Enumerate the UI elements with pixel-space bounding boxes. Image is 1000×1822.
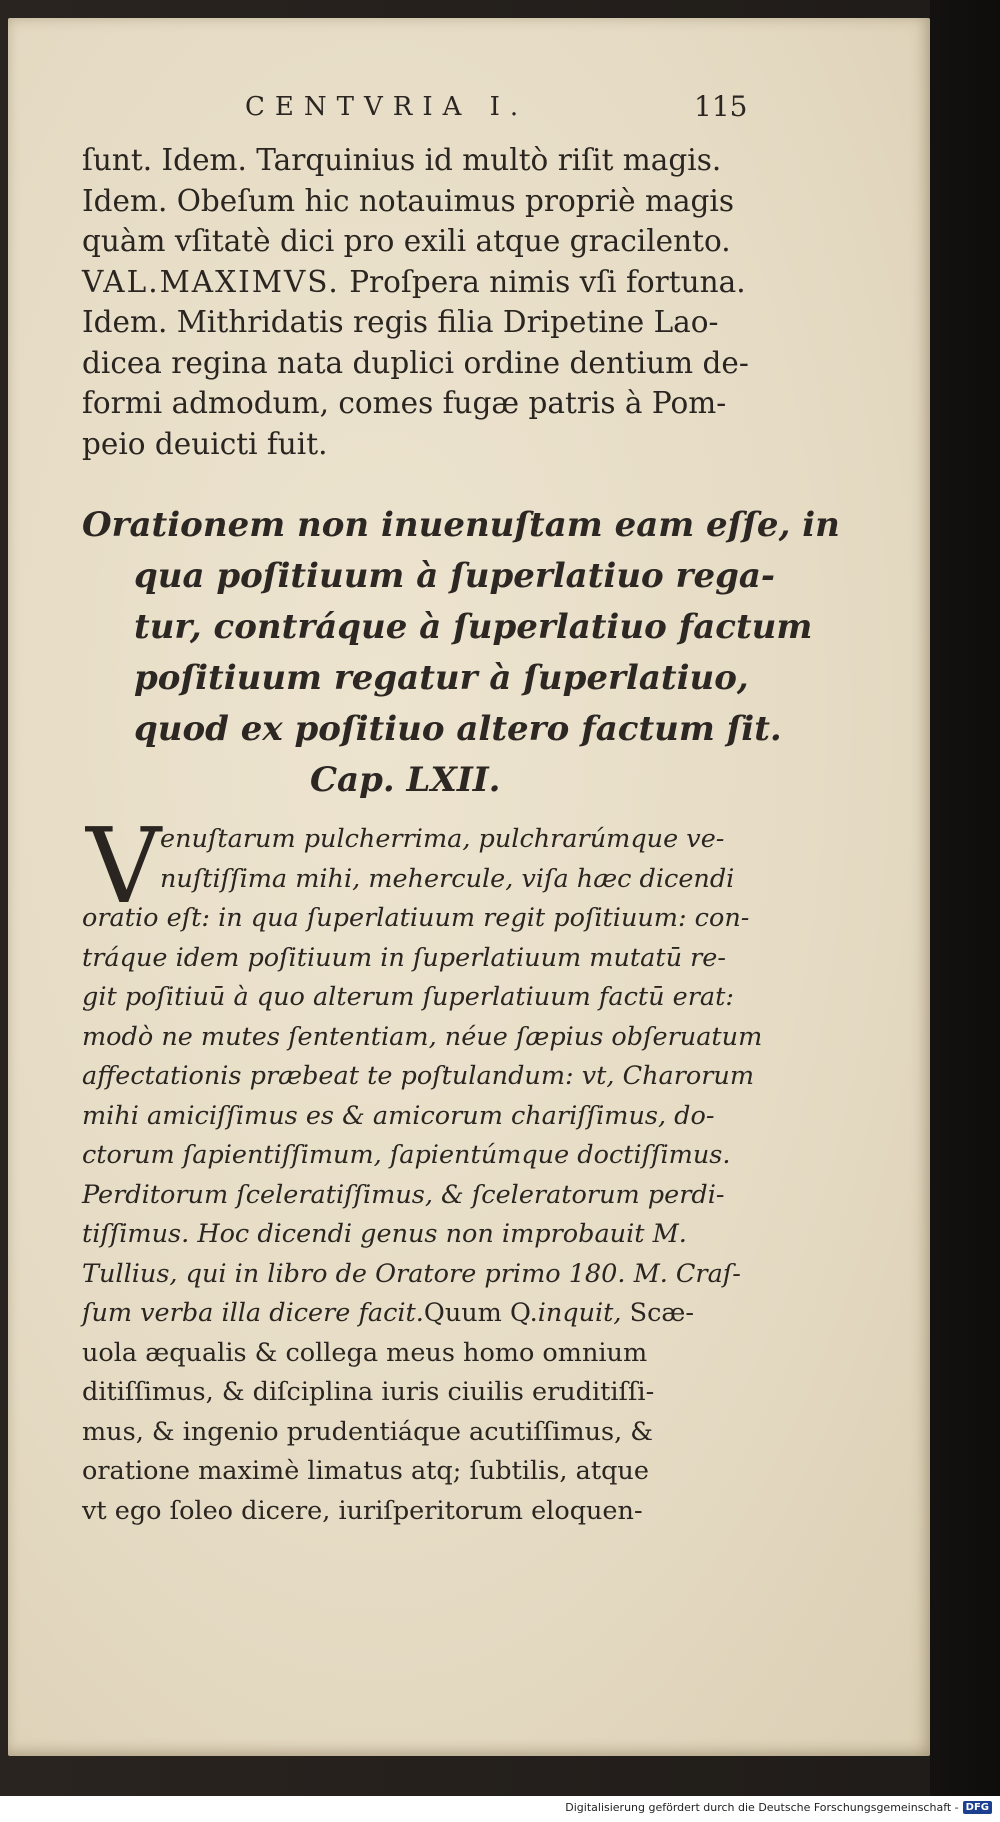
author-name: VAL.MAXIMVS. (82, 264, 340, 299)
body-line: Tullius, qui in libro de Oratore primo 180. M. Craſ- (82, 1258, 741, 1289)
heading-line: qua poſitiuum à ſuperlatiuo rega- (134, 556, 776, 596)
body-line: tráque idem poſitiuum in ſuperlatiuum mutatū re- (82, 942, 727, 973)
body-line: tiſſimus. Hoc dicendi genus non improbauit M. (82, 1219, 687, 1249)
body-line: ctorum ſapientiſſimum, ſapientúmque doctiſſimus. (82, 1140, 731, 1170)
body-line: vt ego ſoleo dicere, iuriſperitorum eloquen- (82, 1495, 643, 1526)
chapter-heading (82, 500, 840, 806)
credit-text: Digitalisierung gefördert durch die Deutsche Forschungsgemeinschaft - (565, 1801, 959, 1814)
body-line: ditiſſimus, & diſciplina iuris ciuilis eruditiſſi- (82, 1377, 655, 1407)
body-line: mus, & ingenio prudentiáque acutiſſimus, & (82, 1416, 653, 1447)
italic-run: ſum verba illa dicere facit. (82, 1298, 424, 1328)
text-line: Idem. Obeſum hic notauimus propriè magis (82, 183, 734, 218)
text-line: ſunt. Idem. Tarquinius id multò riſit magis. (82, 143, 722, 177)
heading-line: Orationem non inuenuſtam eam eſſe, in (82, 505, 840, 545)
text-line: formi admodum, comes fugæ patris à Pom- (82, 386, 727, 420)
text-line: peio deuicti fuit. (82, 426, 328, 461)
running-head: CENTVRIA I. (245, 92, 529, 122)
drop-cap: V (86, 805, 162, 927)
chapter-number: Cap. LXII. (310, 760, 501, 800)
body-line: nuſtiſſima mihi, mehercule, viſa hæc dicendi (160, 863, 735, 894)
body-line: uola æqualis & collega meus homo omnium (82, 1337, 648, 1368)
right-margin-shadow (930, 0, 1000, 1822)
body-line: affectationis præbeat te poſtulandum: vt, Charorum (82, 1061, 755, 1091)
roman-run: Scæ- (629, 1298, 694, 1328)
body-line: oratione maximè limatus atq; ſubtilis, atque (82, 1456, 649, 1486)
body-line: enuſtarum pulcherrima, pulchrarúmque ve- (160, 824, 725, 854)
text-line: Idem. Mithridatis regis filia Dripetine Lao- (82, 305, 719, 339)
body-text-block (82, 820, 762, 1531)
heading-line: quod ex poſitiuo altero factum ſit. (134, 709, 782, 749)
dfg-logo-icon: DFG (963, 1801, 992, 1814)
text-line (82, 262, 762, 303)
body-line: oratio eſt: in qua ſuperlatiuum regit poſitiuum: con- (82, 903, 750, 933)
text-line: dicea regina nata duplici ordine dentium de- (82, 345, 749, 380)
quote-text: Proſpera nimis vſi fortuna. (349, 264, 746, 299)
page-number: 115 (694, 90, 748, 123)
heading-line: tur, contráque à ſuperlatiuo factum (134, 607, 813, 647)
body-line: modò ne mutes ſententiam, néue ſæpius obſeruatum (82, 1021, 763, 1052)
upper-text-block (82, 140, 762, 464)
digitization-credit (565, 1801, 992, 1814)
text-line: quàm vſitatè dici pro exili atque gracilento. (82, 224, 731, 258)
body-line: mihi amiciſſimus es & amicorum chariſſimus, do- (82, 1100, 715, 1131)
body-line (82, 1294, 762, 1334)
roman-run: Quum Q. (423, 1298, 538, 1328)
body-line: git poſitiuū à quo alterum ſuperlatiuum factū erat: (82, 982, 734, 1012)
heading-line: poſitiuum regatur à ſuperlatiuo, (134, 658, 749, 698)
italic-run: inquit, (537, 1298, 622, 1328)
body-line: Perditorum ſceleratiſſimus, & ſceleratorum perdi- (82, 1179, 725, 1210)
